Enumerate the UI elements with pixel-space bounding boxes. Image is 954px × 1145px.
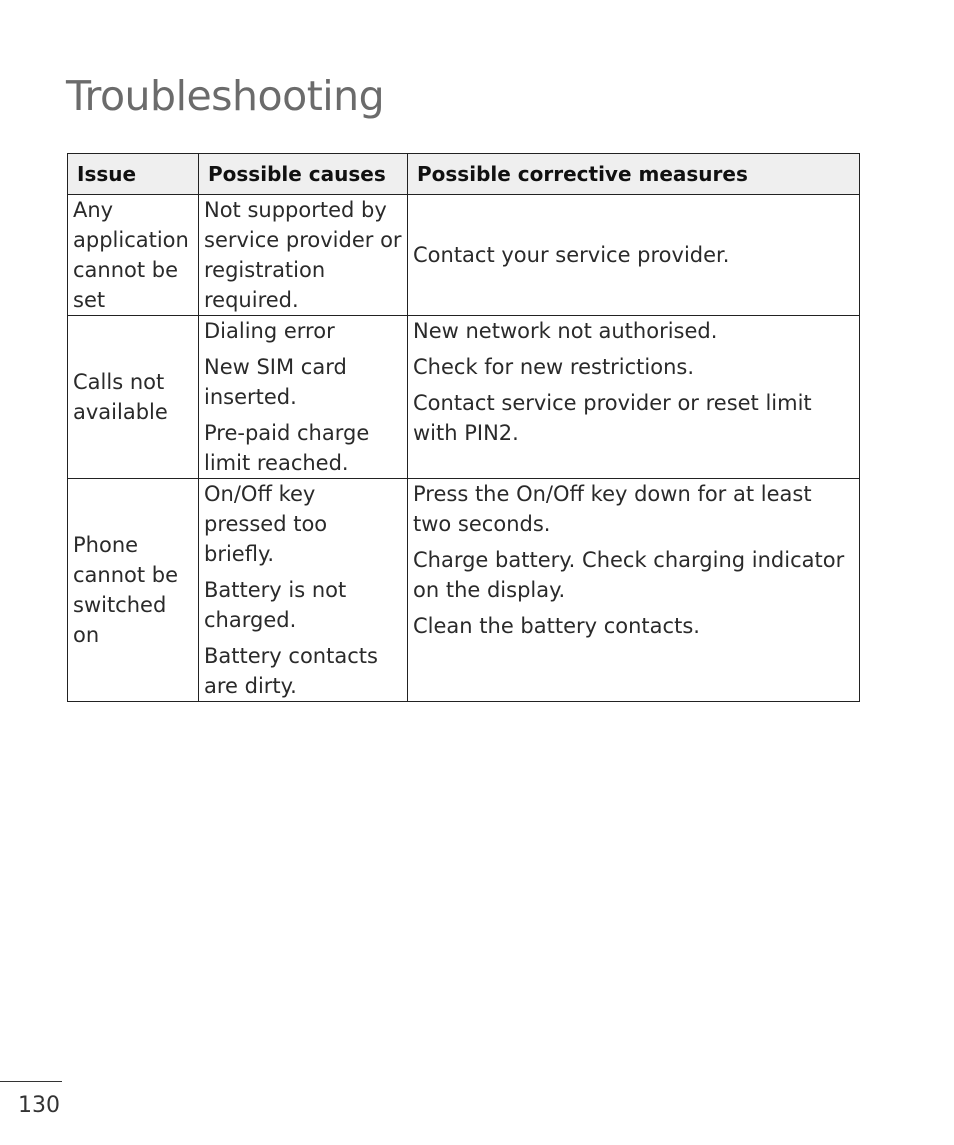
cause-text: Dialing error bbox=[204, 319, 335, 343]
cause-text: Battery is not charged. bbox=[204, 578, 347, 632]
column-header-causes: Possible causes bbox=[199, 154, 408, 195]
column-header-issue: Issue bbox=[68, 154, 199, 195]
column-header-measures: Possible corrective measures bbox=[408, 154, 860, 195]
table-row bbox=[68, 479, 860, 702]
cause-text: Battery contacts are dirty. bbox=[204, 644, 378, 698]
causes-cell bbox=[199, 479, 408, 702]
measure-text: Clean the battery contacts. bbox=[413, 614, 700, 638]
cause-text: Not supported by service provider or registration required. bbox=[204, 198, 402, 312]
table-header-row bbox=[68, 154, 860, 195]
measure-text: Press the On/Off key down for at least two seconds. bbox=[413, 482, 812, 536]
measure-text: Check for new restrictions. bbox=[413, 355, 695, 379]
measure-text: New network not authorised. bbox=[413, 319, 718, 343]
measure-text: Charge battery. Check charging indicator on the display. bbox=[413, 548, 845, 602]
issue-cell: Phone cannot be switched on bbox=[68, 479, 199, 702]
measures-cell bbox=[408, 479, 860, 702]
table-row bbox=[68, 316, 860, 479]
cause-text: Pre-paid charge limit reached. bbox=[204, 421, 370, 475]
page-title: Troubleshooting bbox=[66, 72, 385, 120]
measures-cell bbox=[408, 316, 860, 479]
issue-cell: Calls not available bbox=[68, 316, 199, 479]
measure-text: Contact your service provider. bbox=[413, 243, 730, 267]
page-number: 130 bbox=[18, 1093, 60, 1118]
cause-text: On/Off key pressed too briefly. bbox=[204, 482, 328, 566]
measure-text: Contact service provider or reset limit with PIN2. bbox=[413, 391, 812, 445]
cause-text: New SIM card inserted. bbox=[204, 355, 347, 409]
troubleshooting-table bbox=[67, 153, 860, 702]
issue-cell: Any application cannot be set bbox=[68, 195, 199, 316]
causes-cell bbox=[199, 316, 408, 479]
footer-divider bbox=[0, 1081, 62, 1082]
measures-cell bbox=[408, 195, 860, 316]
table-row bbox=[68, 195, 860, 316]
causes-cell bbox=[199, 195, 408, 316]
